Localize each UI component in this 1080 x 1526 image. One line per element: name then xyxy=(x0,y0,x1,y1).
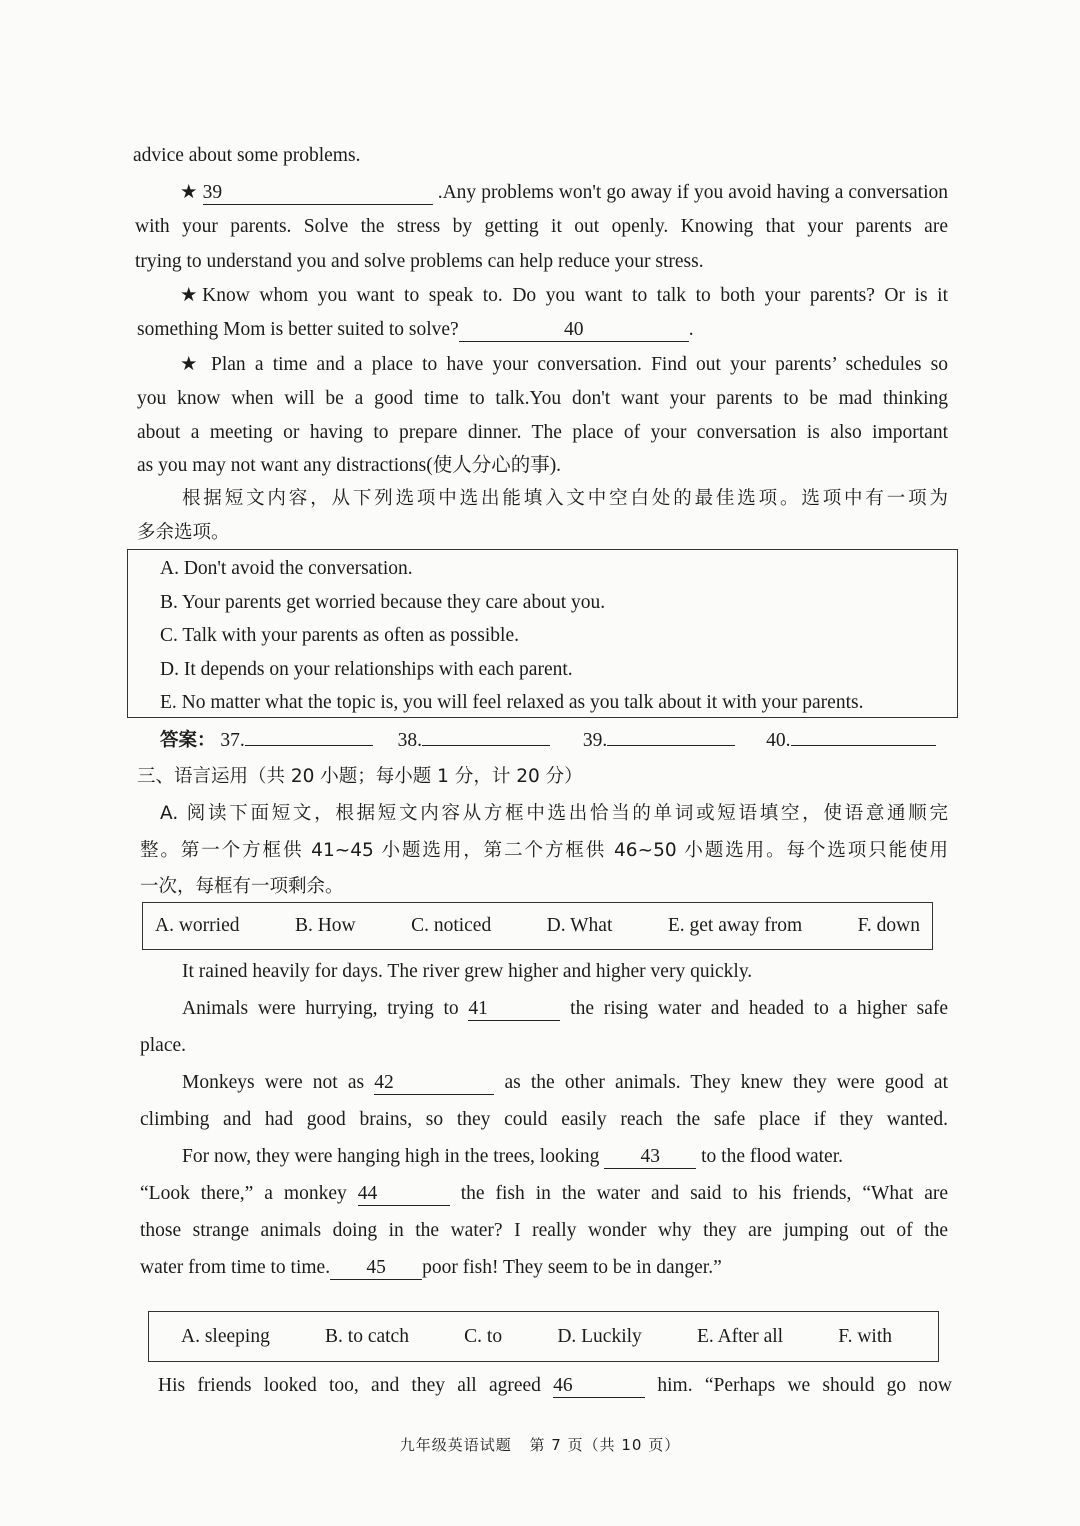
blank-45[interactable]: 45 xyxy=(330,1257,422,1280)
blank-43[interactable]: 43 xyxy=(604,1146,696,1169)
text-segment: ★ Plan a time and a place to have your conversation. Find out your parents’ schedules so xyxy=(180,354,948,375)
text-line xyxy=(137,453,561,479)
text-line xyxy=(182,996,948,1022)
options-box-1 xyxy=(127,549,958,718)
answer-blank[interactable] xyxy=(791,745,936,746)
option-B: B. Your parents get worried because they care about you. xyxy=(160,591,606,613)
text-line xyxy=(140,1107,948,1133)
blank-42[interactable]: 42 xyxy=(374,1072,494,1095)
text-line xyxy=(137,386,948,412)
word-option-E: E. get away from xyxy=(667,915,803,936)
text-line xyxy=(135,249,704,275)
page-footer xyxy=(0,1434,1080,1455)
text-segment: to the flood water. xyxy=(696,1146,844,1167)
option-A: A. Don't avoid the conversation. xyxy=(160,558,413,579)
word-option-F: F. with xyxy=(838,1325,892,1347)
answer-blank[interactable] xyxy=(422,745,550,746)
text-segment: ★ xyxy=(180,182,198,203)
text-line xyxy=(180,352,948,378)
answer-row xyxy=(160,728,936,754)
text-segment: ★Know whom you want to speak to. Do you want to talk to both your parents? Or is it xyxy=(180,285,948,306)
text-line xyxy=(137,420,948,446)
instruction-line: 一次，每框有一项剩余。 xyxy=(140,876,344,897)
text-line xyxy=(140,1181,948,1207)
answer-40[interactable]: 40. xyxy=(766,730,935,751)
answer-38[interactable]: 38. xyxy=(398,730,550,751)
text-segment: him. “Perhaps we should go now xyxy=(657,1375,952,1396)
section-heading: 三、语言运用（共 20 小题；每小题 1 分，计 20 分） xyxy=(137,766,583,787)
word-option-D: D. What xyxy=(546,915,613,936)
text-segment: poor fish! They seem to be in danger.” xyxy=(422,1257,722,1278)
text-line xyxy=(140,1255,722,1281)
option-D: D. It depends on your relationships with each parent. xyxy=(160,658,573,680)
text-segment: advice about some problems. xyxy=(133,145,361,166)
word-option-B: B. to catch xyxy=(325,1325,409,1347)
text-line xyxy=(158,1373,952,1399)
text-line xyxy=(180,180,948,206)
text-segment: Monkeys were not as xyxy=(182,1072,375,1093)
word-option-A: A. worried xyxy=(155,915,240,936)
text-segment: His friends looked too, and they all agreed xyxy=(158,1375,554,1396)
word-option-F: F. down xyxy=(857,915,920,936)
text-line xyxy=(140,1033,186,1059)
text-line xyxy=(137,317,694,343)
text-segment: you know when will be a good time to talk.You don't want your parents to be mad thinking xyxy=(137,388,948,409)
word-option-C: C. noticed xyxy=(411,915,492,936)
text-line xyxy=(182,959,752,985)
text-segment: the rising water and headed to a higher safe xyxy=(570,998,948,1019)
option-E: E. No matter what the topic is, you will feel relaxed as you talk about it with your parents. xyxy=(160,692,864,713)
text-line xyxy=(182,486,948,512)
text-line xyxy=(135,214,948,240)
text-line xyxy=(182,1144,843,1170)
text-line xyxy=(137,520,230,546)
answer-39[interactable]: 39. xyxy=(583,730,735,751)
word-box-2 xyxy=(148,1311,939,1362)
text-segment: “Look there,” a monkey xyxy=(140,1183,347,1204)
blank-40[interactable]: 40 xyxy=(459,319,689,342)
answer-blank[interactable] xyxy=(245,745,373,746)
text-segment: the fish in the water and said to his friends, “What are xyxy=(460,1183,948,1204)
answer-blank[interactable] xyxy=(607,745,735,746)
instruction-line: A. 阅读下面短文，根据短文内容从方框中选出恰当的单词或短语填空，使语意通顺完 xyxy=(160,803,948,824)
blank-46[interactable]: 46 xyxy=(553,1375,645,1398)
text-line xyxy=(140,1218,948,1244)
text-segment: .Any problems won't go away if you avoid having a conversation xyxy=(437,182,948,203)
word-option-A: A. sleeping xyxy=(181,1325,270,1347)
text-segment: place. xyxy=(140,1035,187,1056)
word-option-D: D. Luckily xyxy=(557,1325,642,1347)
word-option-C: C. to xyxy=(464,1325,503,1347)
text-segment: as the other animals. They knew they were good at xyxy=(504,1072,948,1093)
instruction-line: 整。第一个方框供 41~45 小题选用，第二个方框供 46~50 小题选用。每个选项只能使用 xyxy=(140,840,948,861)
text-segment: something Mom is better suited to solve? xyxy=(137,319,459,340)
text-segment: 根据短文内容，从下列选项中选出能填入文中空白处的最佳选项。选项中有一项为 xyxy=(182,488,948,509)
blank-44[interactable]: 44 xyxy=(358,1183,450,1206)
text-segment: climbing and had good brains, so they could easily reach the safe place if they wanted. xyxy=(140,1109,948,1130)
text-segment: Animals were hurrying, trying to xyxy=(182,998,469,1019)
text-segment: 多余选项。 xyxy=(137,522,230,543)
blank-39[interactable]: 39 xyxy=(203,182,433,205)
word-option-B: B. How xyxy=(294,915,356,936)
text-segment: as you may not want any distractions(使人分心的事). xyxy=(137,455,562,476)
text-segment: For now, they were hanging high in the trees, looking xyxy=(182,1146,605,1167)
word-box-1 xyxy=(142,902,933,950)
text-line xyxy=(180,283,948,309)
text-segment: It rained heavily for days. The river grew higher and higher very quickly. xyxy=(182,961,753,982)
footer-title: 九年级英语试题 xyxy=(399,1436,512,1454)
text-segment: those strange animals doing in the water? I really wonder why they are jumping out of the xyxy=(140,1220,948,1241)
text-segment: water from time to time. xyxy=(140,1257,331,1278)
text-segment: with your parents. Solve the stress by getting it out openly. Knowing that your parents are xyxy=(135,216,948,237)
answer-37[interactable]: 37. xyxy=(220,730,372,751)
text-line xyxy=(133,143,360,169)
answer-label: 答案： xyxy=(160,730,216,751)
blank-41[interactable]: 41 xyxy=(468,998,560,1021)
text-segment: . xyxy=(688,319,694,340)
text-line xyxy=(182,1070,948,1096)
option-C: C. Talk with your parents as often as possible. xyxy=(160,625,519,646)
text-segment: about a meeting or having to prepare dinner. The place of your conversation is also important xyxy=(137,422,948,443)
footer-page: 第 7 页（共 10 页） xyxy=(529,1436,681,1454)
word-option-E: E. After all xyxy=(697,1325,784,1347)
text-segment: trying to understand you and solve problems can help reduce your stress. xyxy=(135,251,704,272)
